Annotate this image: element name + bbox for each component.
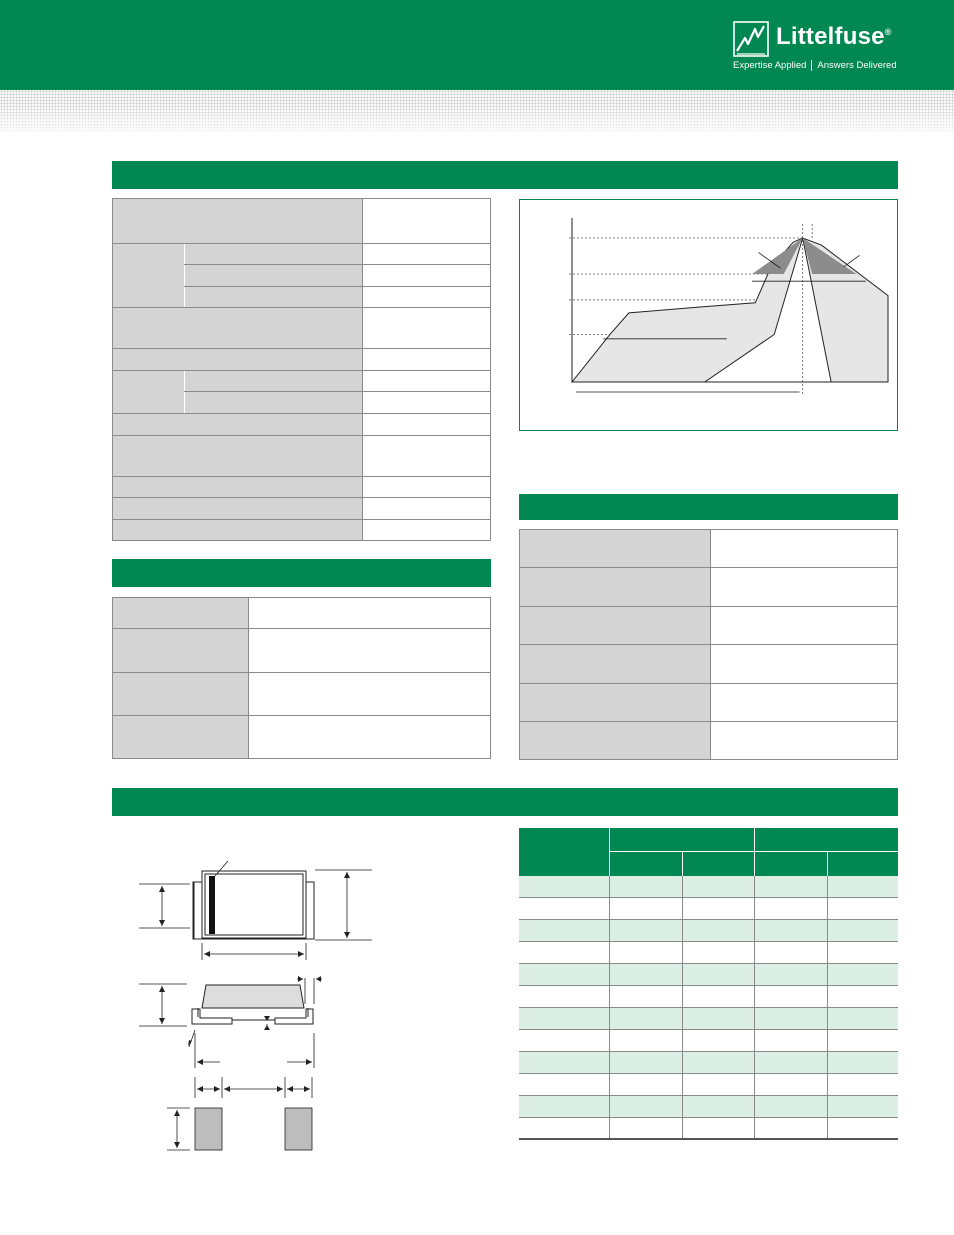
reflow-profile-svg [520,200,897,430]
table-row [519,920,898,942]
table-row [519,1052,898,1074]
peak-right-leader [844,255,860,267]
parameter-table [112,198,491,541]
table-row [519,1008,898,1030]
table-row [519,964,898,986]
table-row [519,1074,898,1096]
littelfuse-wave-logo-icon [733,21,769,57]
table-row [519,942,898,964]
reflow-profile-area [572,238,888,382]
cathode-band [209,876,215,934]
table-row [519,1118,898,1140]
table-row [519,1096,898,1118]
package-dimension-drawing [112,828,397,1158]
dimension-table-header [519,828,898,876]
section-bar-right-mid [519,494,898,520]
section-bar-dimensions [112,788,898,816]
side-view-outline [192,985,313,1024]
dimension-table [519,828,898,1138]
solder-pad-right [285,1108,312,1150]
brand-tagline: Expertise Applied Answers Delivered [733,60,897,72]
littelfuse-logo [733,20,903,75]
table-row [519,1030,898,1052]
table-row [519,986,898,1008]
solder-pad-left [195,1108,222,1150]
table-row [519,898,898,920]
physical-spec-table [112,597,491,759]
chart-layer [569,218,888,396]
brand-name: Littelfuse® [776,23,892,50]
section-bar-top [112,161,898,189]
dotted-band [0,90,954,132]
header-banner [0,0,954,90]
environmental-spec-table [519,529,898,760]
reflow-profile-chart [519,199,898,431]
section-bar-left-mid [112,559,491,587]
table-row [519,876,898,898]
dimension-svg [112,828,397,1158]
